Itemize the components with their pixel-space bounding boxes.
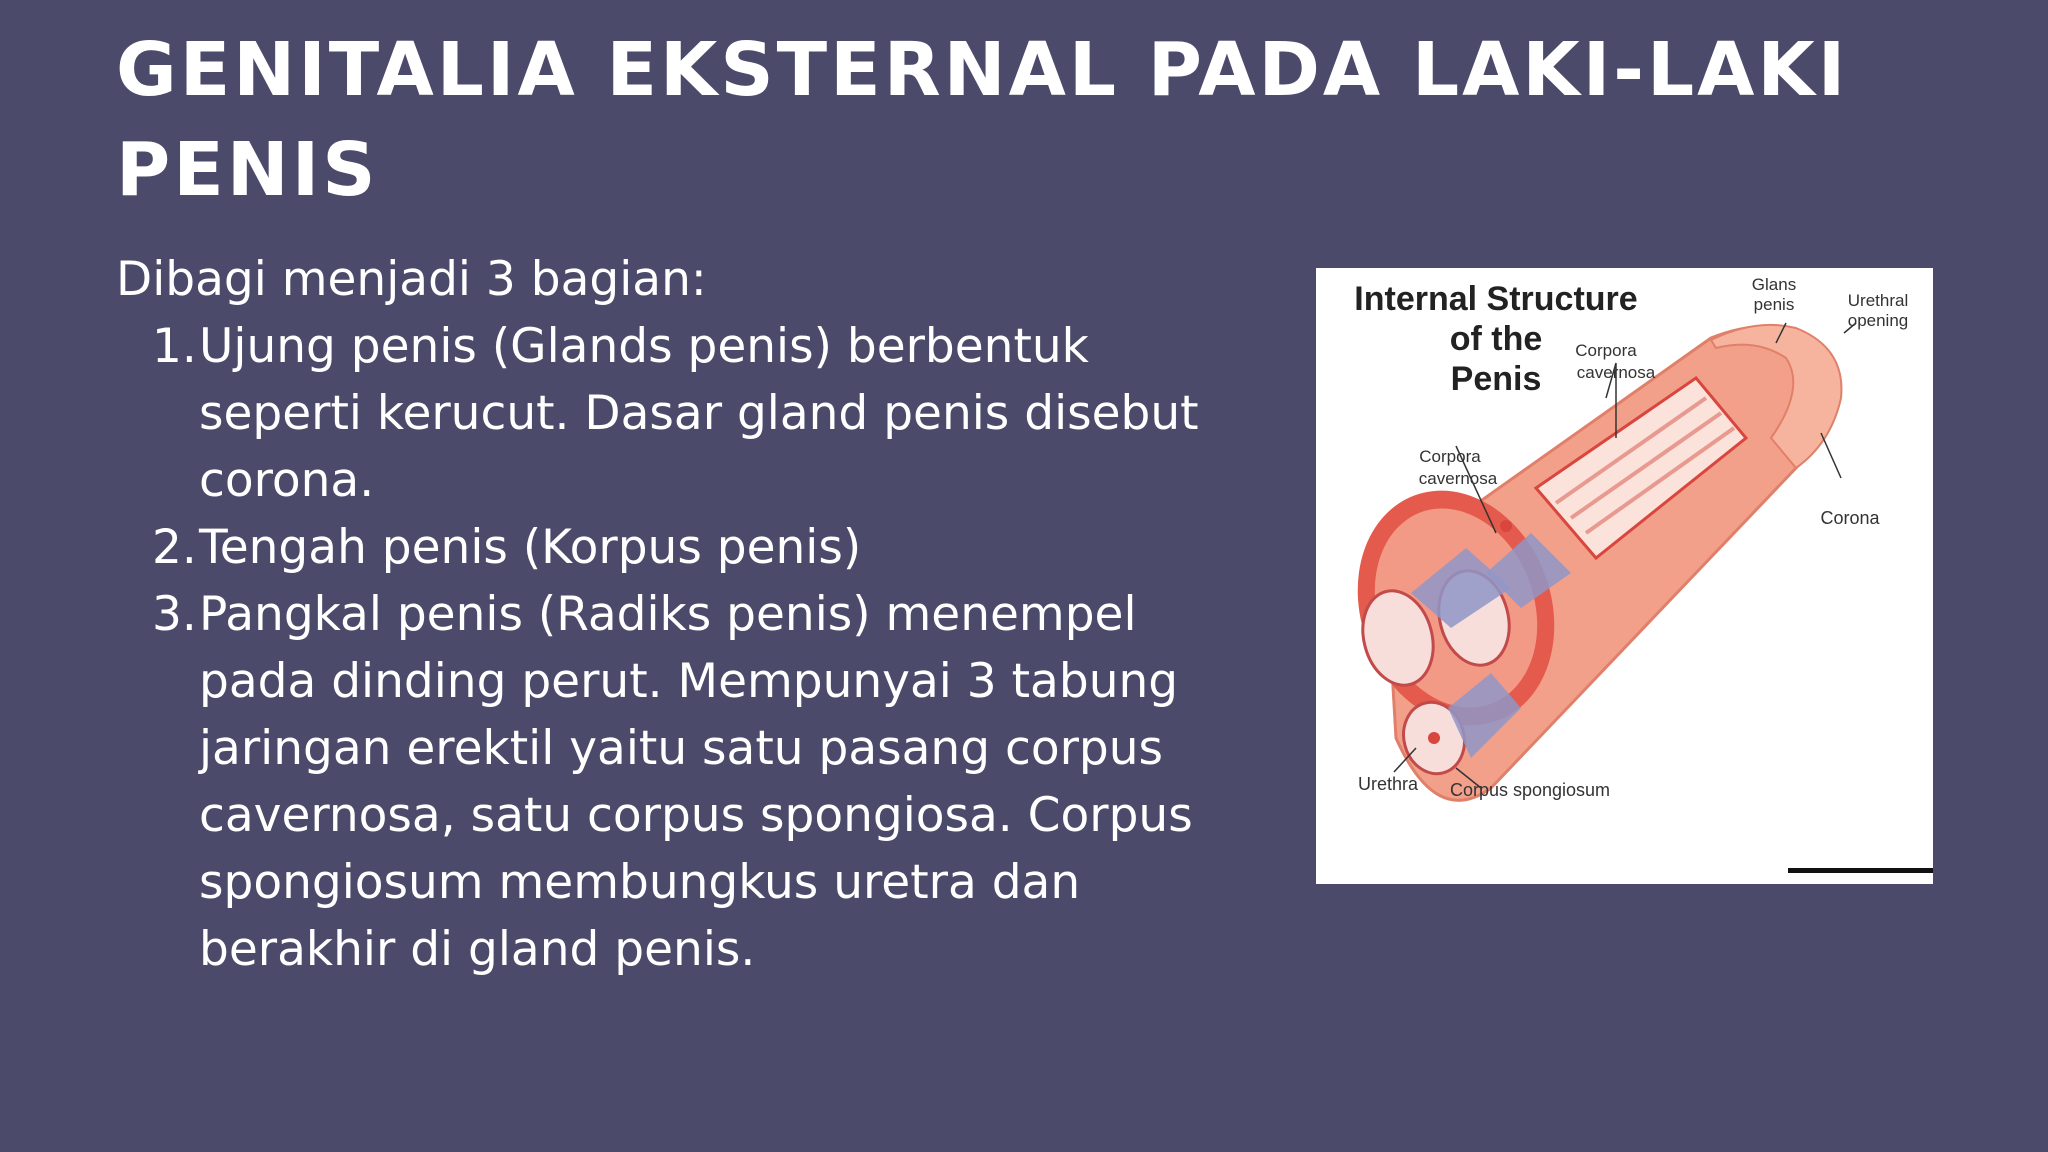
label-glans-1: Glans bbox=[1751, 275, 1797, 294]
anatomy-figure bbox=[1316, 268, 1933, 884]
list-line: jaringan erektil yaitu satu pasang corpus bbox=[199, 721, 1164, 776]
list-line: seperti kerucut. Dasar gland penis disebut bbox=[199, 386, 1199, 441]
label-glans-2: penis bbox=[1753, 295, 1795, 314]
list-line: corona. bbox=[199, 453, 375, 508]
list-item-1 bbox=[116, 313, 1226, 514]
label-corpora-left-2: cavernosa bbox=[1418, 469, 1498, 488]
list-line: Tengah penis (Korpus penis) bbox=[199, 520, 862, 575]
list-item-3 bbox=[116, 581, 1226, 983]
list-line: Pangkal penis (Radiks penis) menempel bbox=[199, 587, 1137, 642]
title-line-2: PENIS bbox=[116, 127, 379, 213]
label-urethra: Urethra bbox=[1357, 774, 1419, 794]
list-line: pada dinding perut. Mempunyai 3 tabung bbox=[199, 654, 1179, 709]
label-urethral-2: opening bbox=[1847, 311, 1909, 330]
title-line-1: GENITALIA EKSTERNAL PADA LAKI-LAKI bbox=[116, 27, 1849, 113]
figure-title-3: Penis bbox=[1450, 360, 1542, 398]
list-line: Ujung penis (Glands penis) berbentuk bbox=[199, 319, 1089, 374]
list-line: berakhir di gland penis. bbox=[199, 922, 756, 977]
label-corpora-left-1: Corpora bbox=[1419, 447, 1481, 466]
label-corpora-top-2: cavernosa bbox=[1576, 363, 1656, 382]
parts-list bbox=[116, 313, 1226, 983]
vessel-dot bbox=[1500, 520, 1512, 532]
figure-title-2: of the bbox=[1449, 320, 1543, 358]
list-number: 1. bbox=[152, 319, 197, 374]
list-number: 3. bbox=[152, 587, 197, 642]
urethra-dot bbox=[1428, 732, 1440, 744]
list-item-2 bbox=[116, 514, 1226, 581]
anatomy-diagram bbox=[1316, 268, 1933, 884]
list-line: spongiosum membungkus uretra dan bbox=[199, 855, 1081, 910]
label-corona: Corona bbox=[1820, 508, 1880, 528]
list-line: cavernosa, satu corpus spongiosa. Corpus bbox=[199, 788, 1193, 843]
slide-title bbox=[116, 20, 1849, 220]
label-corpus-spongiosum: Corpus spongiosum bbox=[1449, 780, 1611, 800]
intro-text: Dibagi menjadi 3 bagian: bbox=[116, 252, 707, 307]
figure-title-1: Internal Structure bbox=[1354, 280, 1638, 318]
body-text bbox=[116, 246, 1226, 983]
label-corpora-top-1: Corpora bbox=[1575, 341, 1637, 360]
label-urethral-1: Urethral bbox=[1847, 291, 1909, 310]
bottom-bar bbox=[1788, 868, 1933, 873]
list-number: 2. bbox=[152, 520, 197, 575]
